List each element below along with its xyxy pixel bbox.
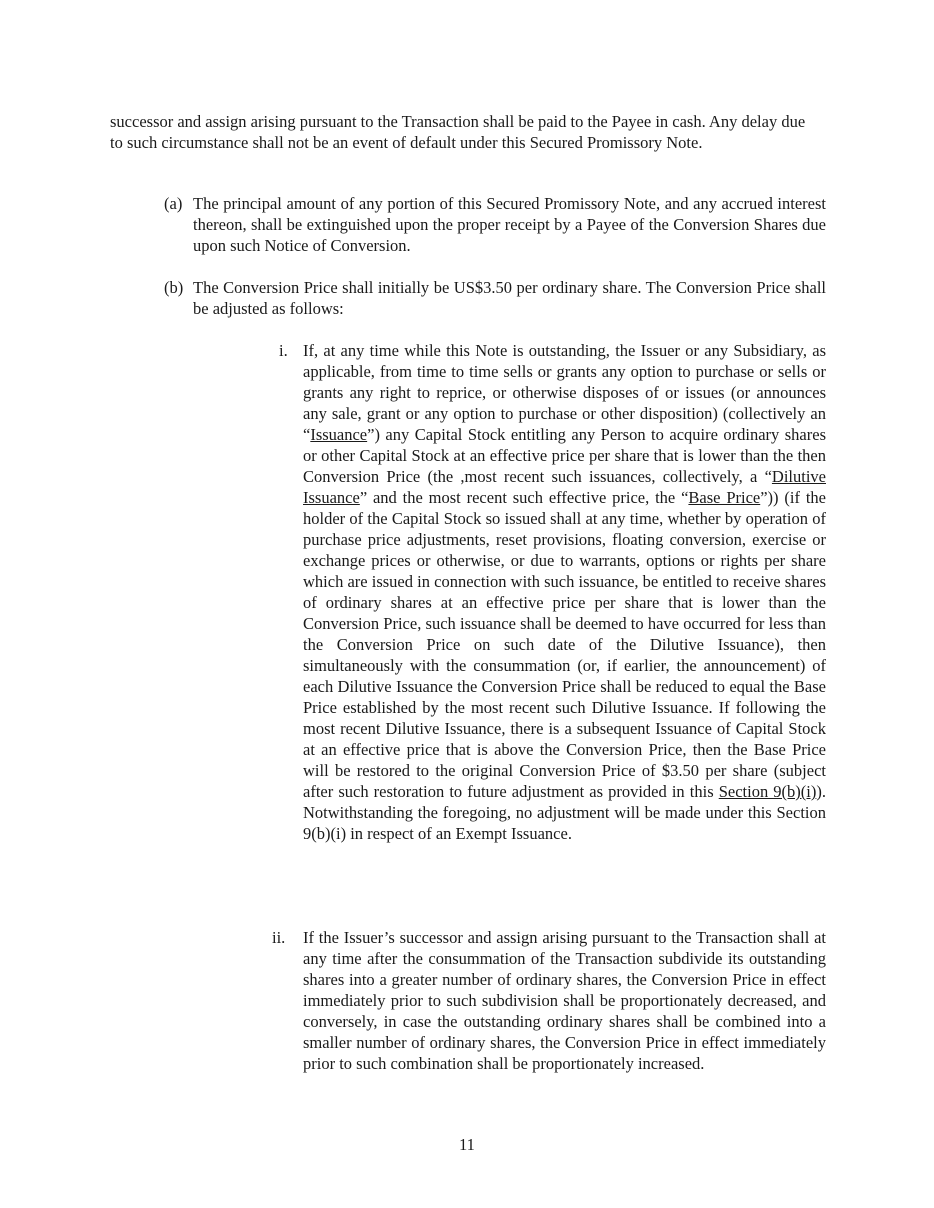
subclause-i-part5: ). Notwithstanding the foregoing, no adjustment will be made under this Section 9(b)(i) in respect of an Exempt Issuance.: [303, 782, 826, 843]
subclause-i-text: [303, 340, 826, 844]
clause-a-text: The principal amount of any portion of this Secured Promissory Note, and any accrued interest thereon, shall be extinguished upon the proper receipt by a Payee of the Conversion Shares due upon such Notice of Conversion.: [193, 194, 826, 255]
term-dilutive-issuance: Dilutive Issuance: [303, 467, 826, 507]
clause-a-marker: (a): [164, 194, 183, 213]
clause-a: [164, 193, 826, 256]
subclause-i-part2: ”) any Capital Stock entitling any Person to acquire ordinary shares or other Capital Stock at an effective price per share that is lower than the then Conversion Price (the ,most recent such issuances, collectively, a “: [303, 425, 826, 486]
intro-paragraph: successor and assign arising pursuant to the Transaction shall be paid to the Payee in cash. Any delay due to such circumstance shall not be an event of default under this Secured Promissory Note.: [110, 112, 806, 152]
clause-b-text: The Conversion Price shall initially be US$3.50 per ordinary share. The Conversion Price shall be adjusted as follows:: [193, 278, 826, 318]
subclause-i: [272, 340, 826, 844]
subclause-ii: [272, 927, 826, 1074]
clause-b-marker: (b): [164, 278, 184, 297]
section-reference: Section 9(b)(i): [718, 782, 817, 801]
clause-b: [164, 277, 826, 319]
page-number: 11: [459, 1135, 475, 1154]
subclause-ii-text: If the Issuer’s successor and assign arising pursuant to the Transaction shall at any time after the consummation of the Transaction subdivide its outstanding shares into a greater number of ordinary shares, the Conversion Price in effect immediately prior to such subdivision shall be proportionately decreased, and conversely, in case the outstanding ordinary shares shall be combined into a smaller number of ordinary shares, the Conversion Price in effect immediately prior to such combination shall be proportionately increased.: [303, 928, 826, 1073]
subclause-i-part1: If, at any time while this Note is outstanding, the Issuer or any Subsidiary, as applicable, from time to time sells or grants any option to purchase or sells or grants any right to reprice, or otherwise disposes of or issues (or announces any sale, grant or any option to purchase or other disposition) (collectively an “: [303, 341, 826, 444]
subclause-i-part4: ”)) (if the holder of the Capital Stock so issued shall at any time, whether by operation of purchase price adjustments, reset provisions, floating conversion, exercise or exchange prices or otherwise, or due to warrants, options or rights per share which are issued in connection with such issuance, be entitled to receive shares of ordinary shares at an effective price per share that is lower than the Conversion Price, such issuance shall be deemed to have occurred for less than the Conversion Price on such date of the Dilutive Issuance), then simultaneously with the consummation (or, if earlier, the announcement) of each Dilutive Issuance the Conversion Price shall be reduced to equal the Base Price established by the most recent such Dilutive Issuance. If following the most recent Dilutive Issuance, there is a subsequent Issuance of Capital Stock at an effective price that is above the Conversion Price, then the Base Price will be restored to the original Conversion Price of $3.50 per share (subject after such restoration to future adjustment as provided in this: [303, 488, 826, 801]
term-issuance: Issuance: [310, 425, 368, 444]
term-base-price: Base Price: [688, 488, 761, 507]
subclause-i-marker: i.: [279, 341, 288, 360]
subclause-i-part3: ” and the most recent such effective price, the “: [359, 488, 689, 507]
subclause-ii-marker: ii.: [272, 928, 286, 947]
